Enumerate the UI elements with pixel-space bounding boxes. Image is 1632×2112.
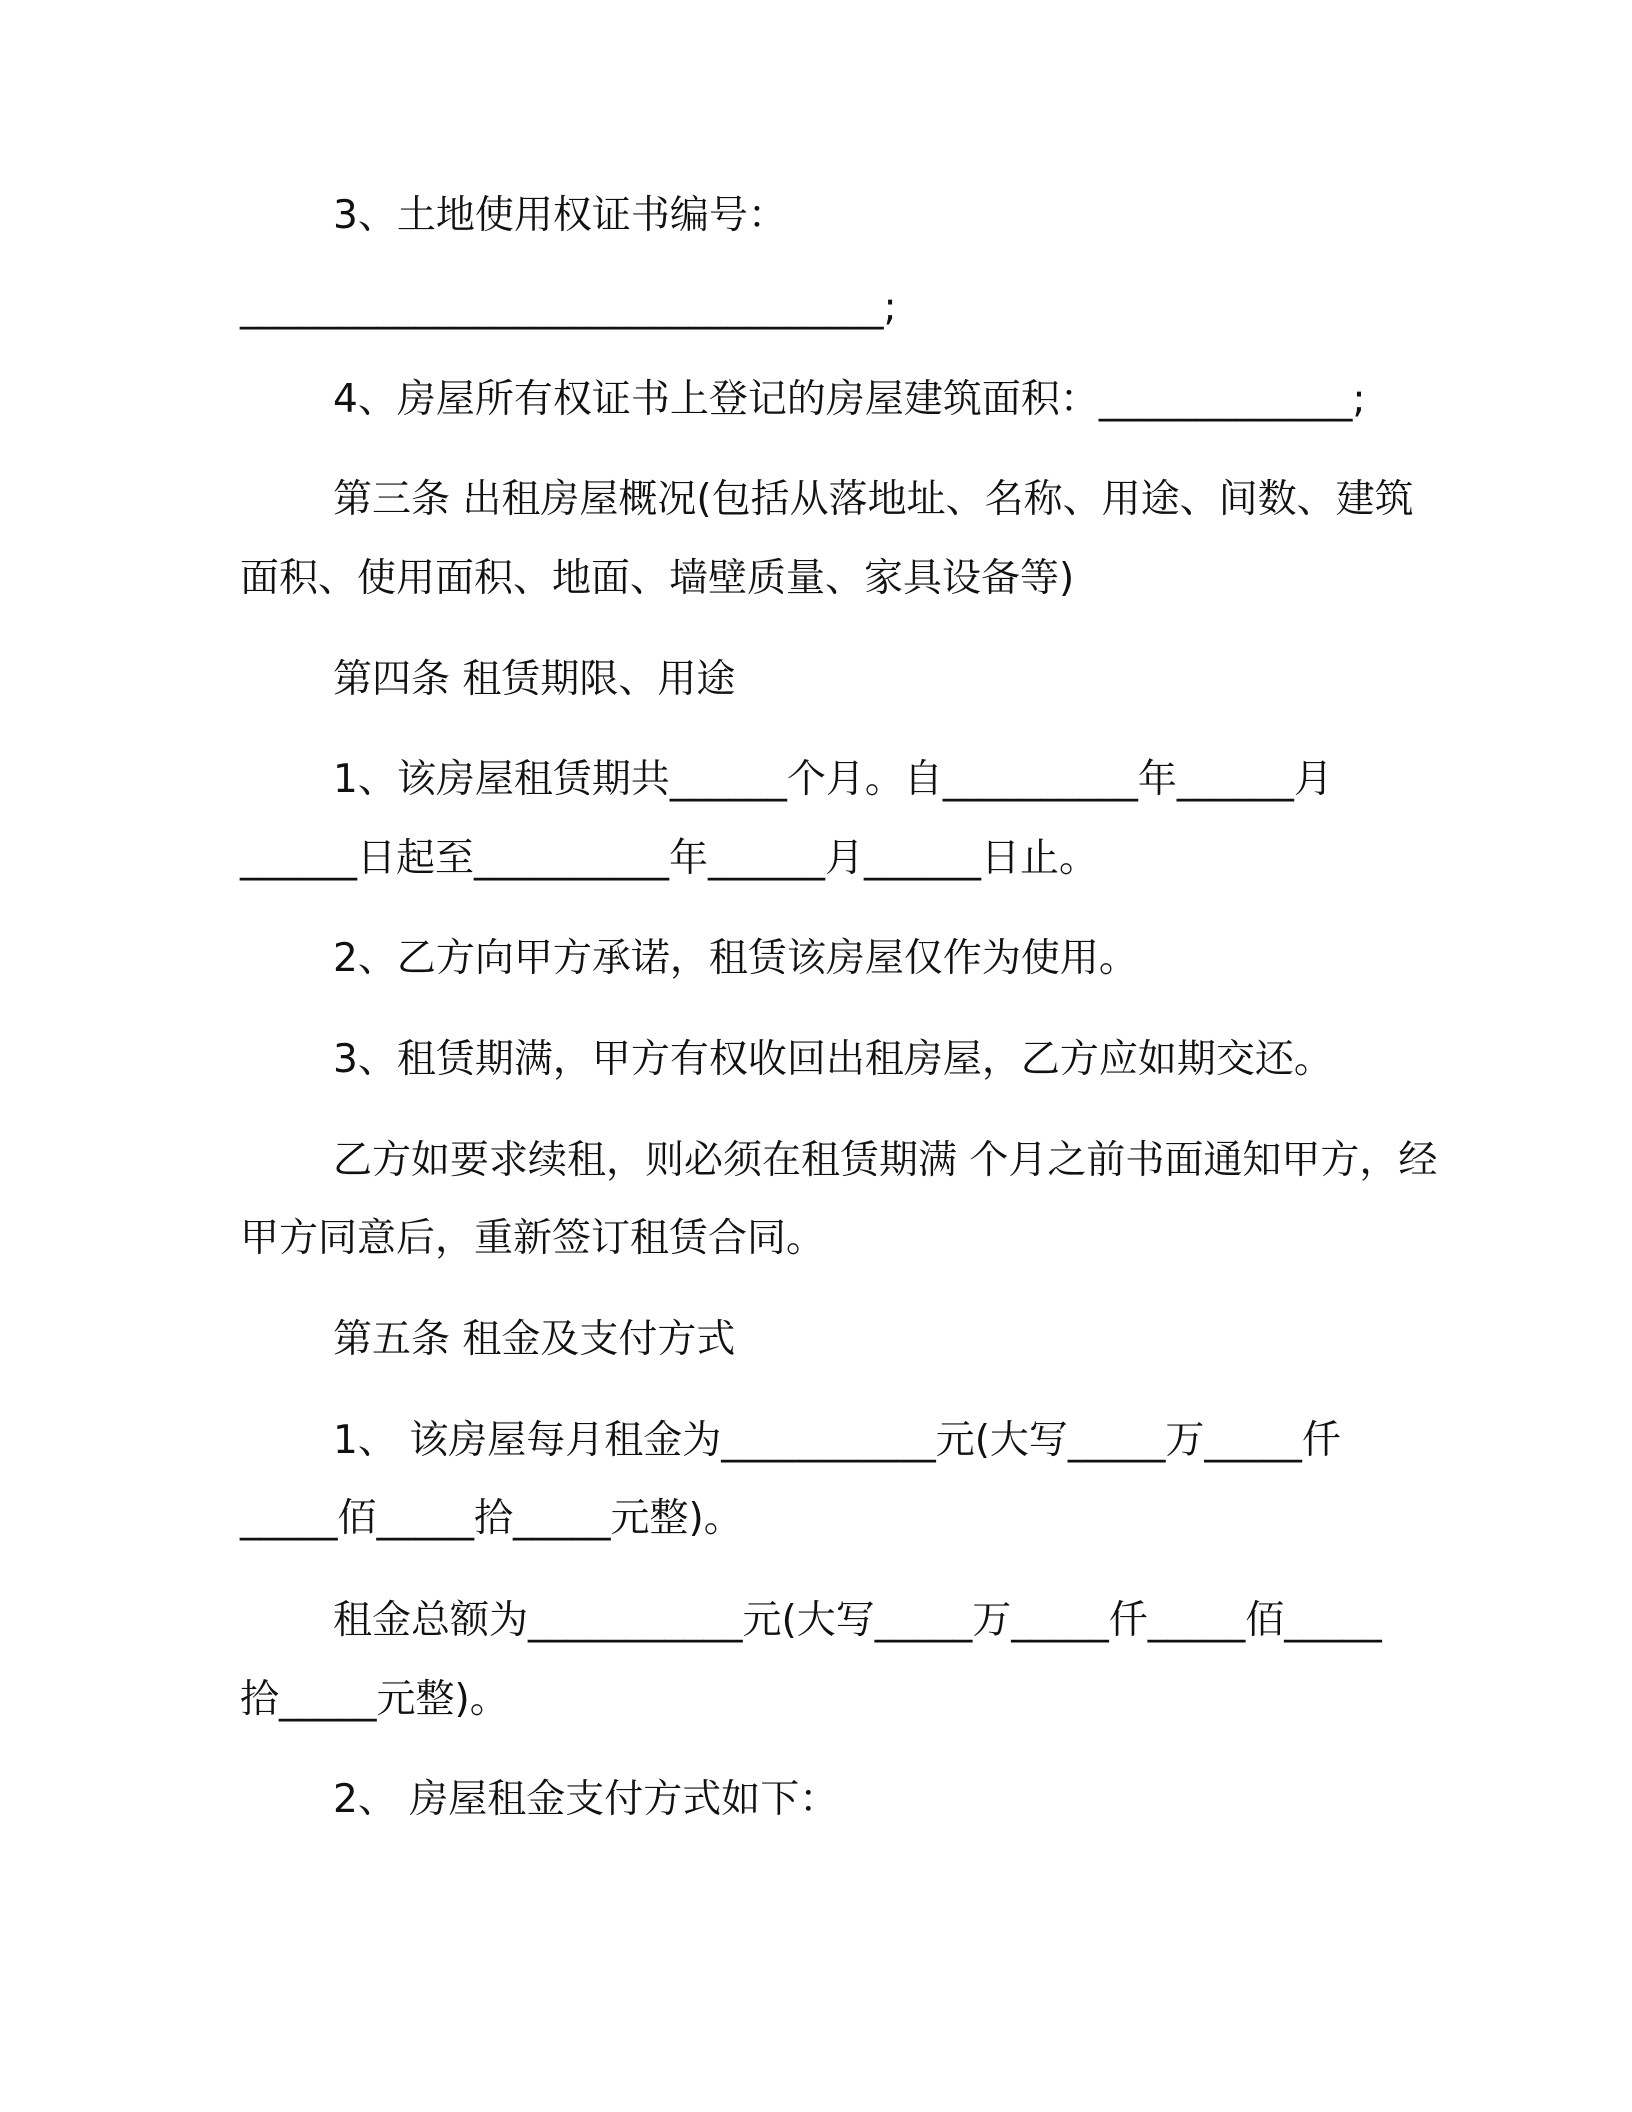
article-five-heading: 第五条 租金及支付方式 (333, 1317, 736, 1362)
lease-term-line: 1、该房屋租赁期共______个月。自__________年______月 (333, 757, 1333, 802)
building-area-line: 4、房屋所有权证书上登记的房屋建筑面积：_____________; (333, 377, 1366, 422)
total-rent-continuation: 拾_____元整)。 (240, 1677, 509, 1722)
monthly-rent-continuation: _____佰_____拾_____元整)。 (240, 1496, 743, 1541)
article-three-continuation: 面积、使用面积、地面、墙壁质量、家具设备等) (240, 556, 1075, 601)
lease-expiry-line: 3、租赁期满，甲方有权收回出租房屋，乙方应如期交还。 (333, 1037, 1333, 1082)
land-use-cert-number-label: 3、土地使用权证书编号： (333, 193, 787, 238)
payment-method-line: 2、 房屋租金支付方式如下： (333, 1777, 839, 1822)
lease-term-continuation: ______日起至__________年______月______日止。 (240, 836, 1099, 881)
renewal-line: 乙方如要求续租，则必须在租赁期满 个月之前书面通知甲方，经 (333, 1138, 1438, 1183)
land-use-cert-number-blank: _________________________________; (240, 285, 897, 330)
article-four-heading: 第四条 租赁期限、用途 (333, 657, 736, 702)
article-three-heading: 第三条 出租房屋概况(包括从落地址、名称、用途、间数、建筑 (333, 477, 1414, 522)
total-rent-line: 租金总额为___________元(大写_____万_____仟_____佰_____ (333, 1598, 1382, 1643)
monthly-rent-line: 1、 该房屋每月租金为___________元(大写_____万_____仟 (333, 1418, 1341, 1463)
renewal-continuation: 甲方同意后，重新签订租赁合同。 (240, 1216, 826, 1261)
usage-promise-line: 2、乙方向甲方承诺，租赁该房屋仅作为使用。 (333, 936, 1138, 981)
